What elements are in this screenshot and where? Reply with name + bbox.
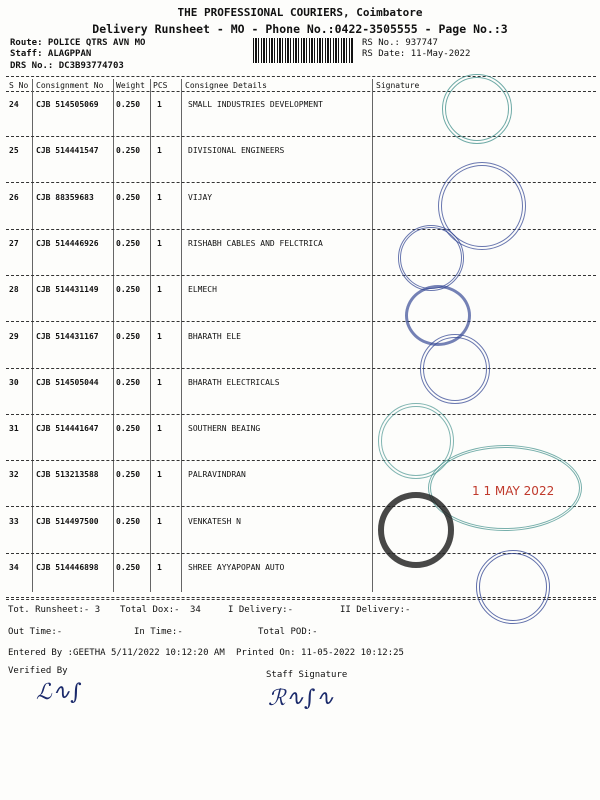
row-divider (6, 321, 596, 322)
row-pcs: 1 (157, 238, 162, 248)
table-top-rule (6, 76, 596, 77)
row-consignee: SMALL INDUSTRIES DEVELOPMENT (188, 100, 323, 109)
row-consignment-no: CJB 88359683 (36, 192, 94, 202)
col-divider (181, 79, 182, 592)
total-pod: Total POD:- (258, 627, 318, 637)
row-weight: 0.250 (116, 424, 141, 434)
verifier-signature: ℒ∿∫ (36, 680, 82, 705)
row-sno: 26 (9, 192, 19, 202)
row-pcs: 1 (157, 377, 162, 387)
col-header-consignment: Consignment No (36, 81, 104, 90)
row-pcs: 1 (157, 563, 162, 572)
stamp-seal (420, 334, 490, 404)
i-delivery: I Delivery:- (228, 605, 294, 615)
col-divider (32, 79, 33, 592)
row-pcs: 1 (157, 192, 162, 202)
row-consignment-no: CJB 514446926 (36, 238, 99, 248)
in-time: In Time:- (134, 627, 183, 637)
barcode (253, 38, 353, 63)
row-sno: 33 (9, 516, 19, 526)
row-consignment-no: CJB 514446898 (36, 563, 99, 572)
row-pcs: 1 (157, 516, 162, 526)
col-header-weight: Weight (116, 81, 145, 90)
printed-on: Printed On: 11-05-2022 10:12:25 (236, 648, 404, 658)
row-weight: 0.250 (116, 331, 141, 341)
row-sno: 28 (9, 285, 19, 295)
row-pcs: 1 (157, 470, 162, 480)
route-label: Route: POLICE QTRS AVN MO (10, 38, 146, 48)
col-header-consignee: Consignee Details (185, 81, 267, 90)
footer-rule (6, 597, 596, 598)
staff-label: Staff: ALAGPPAN (10, 49, 92, 59)
row-consignment-no: CJB 514505069 (36, 100, 99, 109)
row-weight: 0.250 (116, 100, 141, 109)
staff-handwritten-signature: ℛ∿∫∿ (268, 686, 334, 711)
col-divider (150, 79, 151, 592)
row-sno: 24 (9, 100, 19, 109)
row-weight: 0.250 (116, 238, 141, 248)
row-sno: 31 (9, 424, 19, 434)
company-title: THE PROFESSIONAL COURIERS, Coimbatore (177, 6, 423, 19)
row-pcs: 1 (157, 100, 162, 109)
out-time: Out Time:- (8, 627, 63, 637)
runsheet-subtitle: Delivery Runsheet - MO - Phone No.:0422-3505555 - Page No.:3 (92, 22, 508, 36)
row-pcs: 1 (157, 331, 162, 341)
row-consignee: DIVISIONAL ENGINEERS (188, 146, 285, 156)
row-sno: 25 (9, 146, 19, 156)
row-divider (6, 275, 596, 276)
row-consignment-no: CJB 514441647 (36, 424, 99, 434)
row-divider (6, 414, 596, 415)
total-runsheet: Tot. Runsheet:- 3 (8, 605, 101, 615)
row-weight: 0.250 (116, 377, 141, 387)
row-consignment-no: CJB 514431167 (36, 331, 99, 341)
row-consignment-no: CJB 514497500 (36, 516, 99, 526)
row-pcs: 1 (157, 146, 162, 156)
col-divider (113, 79, 114, 592)
stamp-seal (378, 492, 454, 568)
row-consignee: BHARATH ELECTRICALS (188, 377, 280, 387)
row-consignee: SHREE AYYAPOPAN AUTO (188, 563, 285, 572)
row-consignee: SOUTHERN BEAING (188, 424, 261, 434)
row-consignee: BHARATH ELE (188, 331, 241, 341)
row-divider (6, 136, 596, 137)
row-weight: 0.250 (116, 146, 141, 156)
row-weight: 0.250 (116, 470, 141, 480)
row-divider (6, 368, 596, 369)
stamp-seal (398, 225, 464, 291)
row-sno: 32 (9, 470, 19, 480)
row-consignment-no: CJB 513213588 (36, 470, 99, 480)
row-sno: 27 (9, 238, 19, 248)
total-dox-value: 34 (190, 605, 201, 615)
row-weight: 0.250 (116, 516, 141, 526)
row-consignee: RISHABH CABLES AND FELCTRICA (188, 238, 323, 248)
entered-by: Entered By :GEETHA 5/11/2022 10:12:20 AM (8, 648, 225, 658)
row-weight: 0.250 (116, 563, 141, 572)
col-header-pcs: PCS (153, 81, 168, 90)
stamp-seal (476, 550, 550, 624)
staff-signature-label: Staff Signature (266, 670, 348, 680)
row-sno: 29 (9, 331, 19, 341)
row-consignee: PALRAVINDRAN (188, 470, 246, 480)
verified-by-label: Verified By (8, 666, 68, 676)
total-dox-label: Total Dox:- (120, 605, 180, 615)
rs-date: RS Date: 11-May-2022 (362, 49, 471, 59)
rs-number: RS No.: 937747 (362, 38, 438, 48)
row-pcs: 1 (157, 285, 162, 295)
col-header-signature: Signature (376, 81, 420, 90)
row-consignment-no: CJB 514441547 (36, 146, 99, 156)
row-consignee: ELMECH (188, 285, 217, 295)
stamp-seal (442, 74, 512, 144)
date-stamp: 1 1 MAY 2022 (472, 484, 555, 498)
row-consignee: VIJAY (188, 192, 213, 202)
row-weight: 0.250 (116, 192, 141, 202)
row-pcs: 1 (157, 424, 162, 434)
row-consignment-no: CJB 514505044 (36, 377, 99, 387)
drs-number: DRS No.: DC3B93774703 (10, 61, 124, 71)
row-sno: 30 (9, 377, 19, 387)
row-sno: 34 (9, 563, 19, 572)
ii-delivery: II Delivery:- (340, 605, 411, 615)
row-weight: 0.250 (116, 285, 141, 295)
col-divider (372, 79, 373, 592)
row-consignment-no: CJB 514431149 (36, 285, 99, 295)
col-header-sno: S No (9, 81, 29, 90)
row-consignee: VENKATESH N (188, 516, 241, 526)
